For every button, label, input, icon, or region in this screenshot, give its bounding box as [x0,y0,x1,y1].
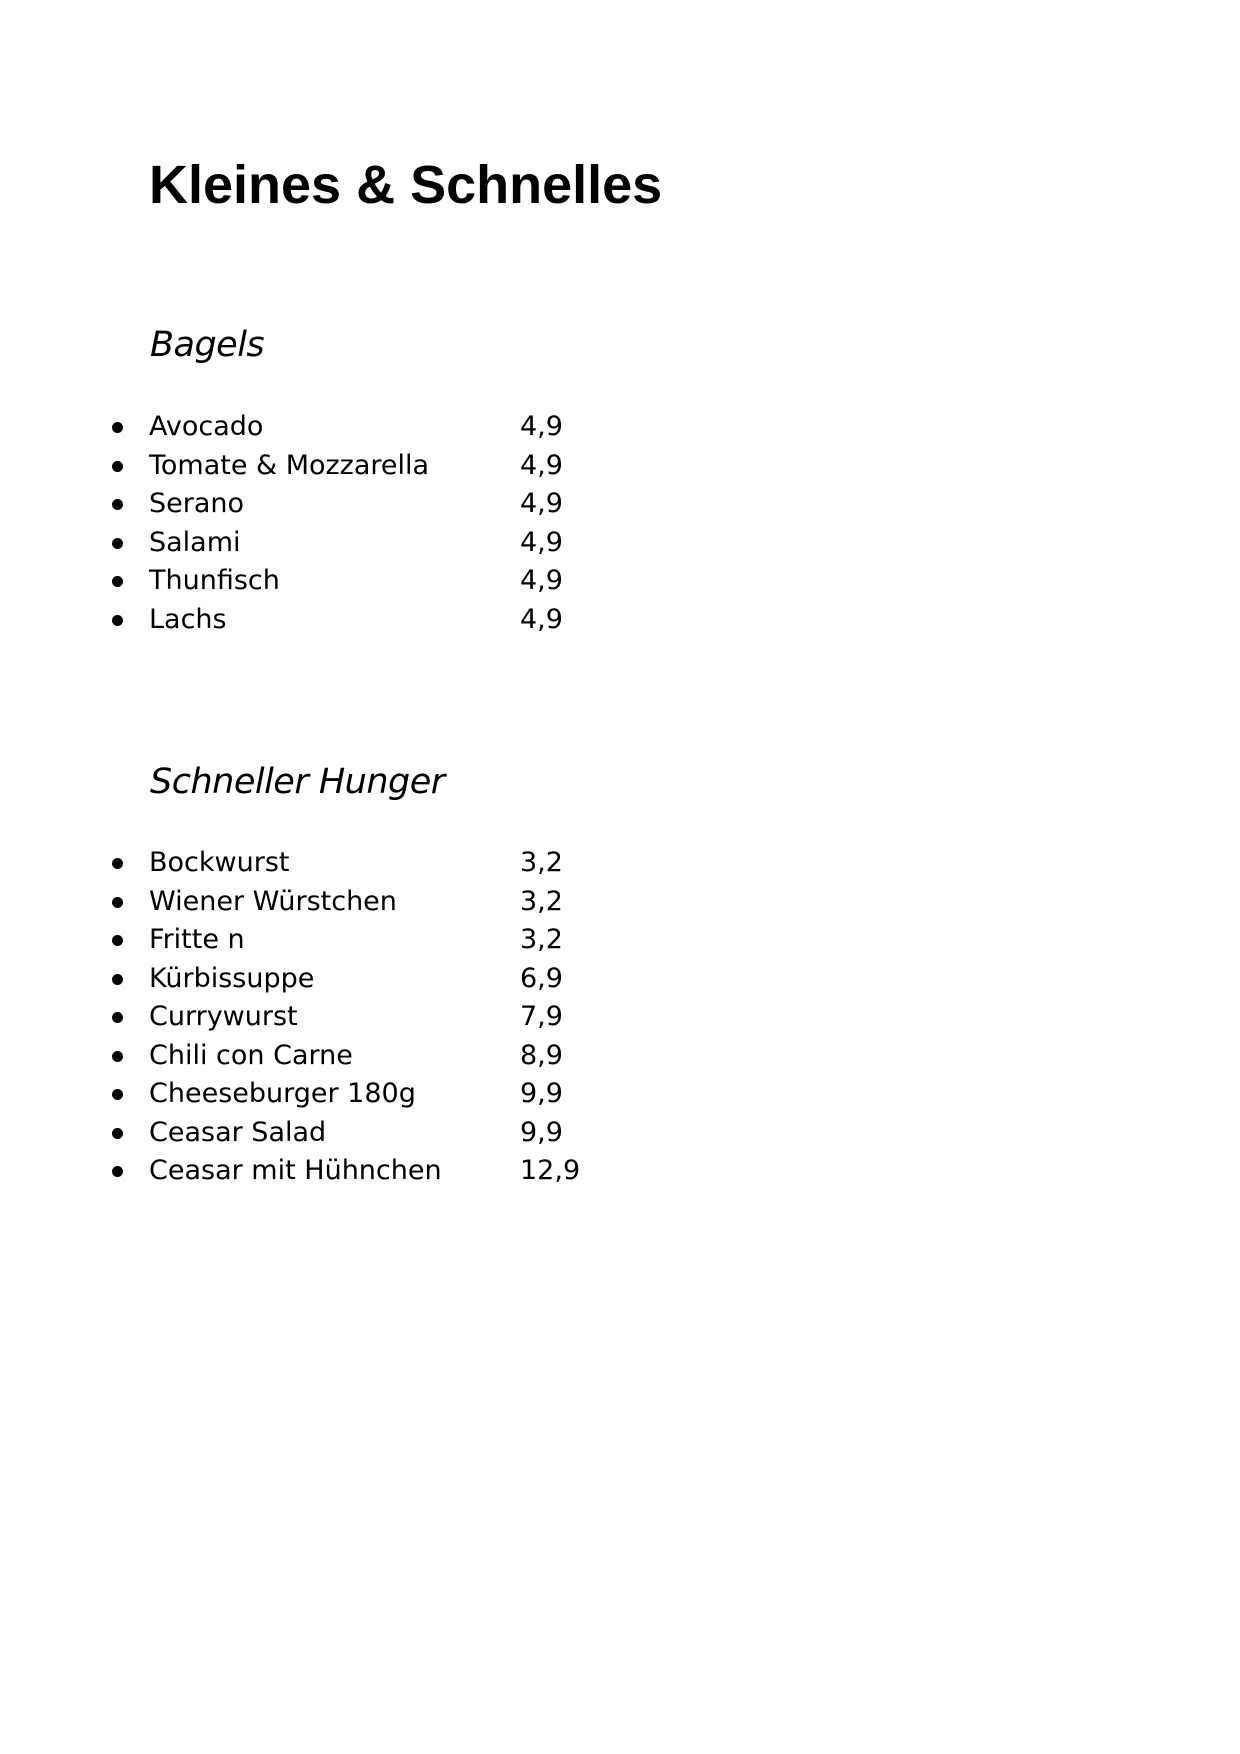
bullet-icon [112,1012,123,1023]
item-price: 4,9 [520,449,563,481]
item-name: Ceasar mit Hühnchen [149,1155,442,1186]
menu-item [0,1037,620,1076]
bullet-icon [112,615,123,626]
section-heading-bagels: Bagels [150,325,265,365]
menu-item [0,1114,620,1153]
item-name: Cheeseburger 180g [149,1078,416,1109]
bullet-icon [112,1128,123,1139]
item-name: Serano [149,488,245,519]
item-name: Kürbissuppe [149,962,315,994]
menu-item [0,601,620,640]
bullet-icon [112,422,123,433]
menu-list-schneller-hunger [0,844,620,1191]
item-price: 9,9 [520,1078,563,1109]
item-price: 12,9 [520,1155,581,1186]
item-price: 4,9 [520,488,563,519]
item-price: 9,9 [520,1116,563,1148]
menu-item [0,998,620,1037]
item-name: Salami [149,526,241,558]
menu-item [0,1075,620,1114]
bullet-icon [112,935,123,946]
item-name: Tomate & Mozzarella [149,449,430,481]
item-name: Wiener Würstchen [149,885,397,917]
item-name: Lachs [149,603,227,635]
item-name: Thunfisch [149,565,280,596]
bullet-icon [112,461,123,472]
menu-list-bagels [0,408,620,639]
item-price: 7,9 [520,1001,563,1032]
menu-item [0,524,620,563]
bullet-icon [112,1051,123,1062]
menu-item [0,844,620,883]
bullet-icon [112,974,123,985]
menu-item [0,883,620,922]
item-name: Currywurst [149,1001,298,1032]
menu-item [0,562,620,601]
bullet-icon [112,1166,123,1177]
item-price: 4,9 [520,411,563,442]
item-name: Fritte n [149,924,245,955]
menu-item [0,447,620,486]
item-price: 3,2 [520,847,563,878]
page-title: Kleines & Schnelles [149,155,663,215]
item-price: 3,2 [520,924,563,955]
item-name: Chili con Carne [149,1039,353,1071]
menu-item [0,921,620,960]
menu-item [0,960,620,999]
bullet-icon [112,897,123,908]
bullet-icon [112,858,123,869]
item-name: Ceasar Salad [149,1116,327,1148]
item-price: 4,9 [520,526,563,558]
item-price: 4,9 [520,603,563,635]
item-price: 8,9 [520,1039,563,1071]
item-name: Avocado [149,411,264,442]
section-heading-schneller-hunger: Schneller Hunger [150,762,445,802]
item-price: 3,2 [520,885,563,917]
bullet-icon [112,1089,123,1100]
bullet-icon [112,538,123,549]
menu-item [0,485,620,524]
menu-item [0,1152,620,1191]
bullet-icon [112,576,123,587]
bullet-icon [112,499,123,510]
item-price: 4,9 [520,565,563,596]
item-price: 6,9 [520,962,563,994]
menu-item [0,408,620,447]
item-name: Bockwurst [149,847,290,878]
